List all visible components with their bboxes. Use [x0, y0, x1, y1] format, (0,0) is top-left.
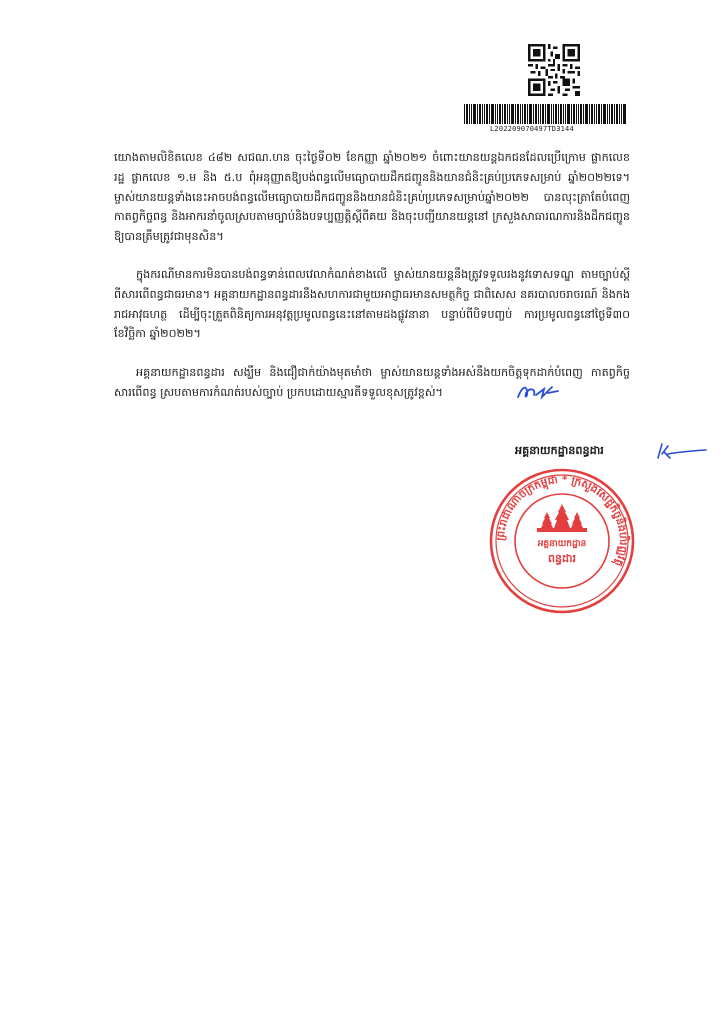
- initial-signature-icon: [514, 381, 562, 403]
- barcode-number: L202209070497TD3144: [490, 125, 574, 133]
- barcode-icon: [464, 104, 627, 124]
- seal-ring-text: ព្រះរាជាណាចក្រកម្ពុជា * ក្រសួងសេដ្ឋកិច្ចនិងហិរញ្ញវត្ថុ: [494, 473, 630, 569]
- angkor-temple-icon: [537, 504, 587, 532]
- paragraph-closing-appeal: អគ្គនាយកដ្ឋានពន្ធដារ សង្ឃឹម និងជឿជាក់យ៉ាងមុតមាំថា ម្ចាស់យានយន្តទាំងអស់នឹងយកចិត្តទុកដាក់បំពេញ កាតព្វកិច្ចសារពើពន្ធ ស្របតាមការកំណត់របស់ច្បាប់ ប្រកបដោយស្មារតីទទួលខុសត្រូវខ្ពស់។: [114, 366, 630, 399]
- official-seal-stamp: [487, 466, 637, 616]
- issuing-office-label: អគ្គនាយកដ្ឋានពន្ធដារ: [515, 444, 604, 457]
- office-signature-icon: [654, 440, 708, 462]
- qr-code-icon: [528, 44, 580, 96]
- paragraph-reference-letter: យោងតាមលិខិតលេខ ៤៨២ សជណ.ហន ចុះថ្ងៃទី០២ ខែកញ្ញា ឆ្នាំ២០២១ ចំពោះយានយន្តឯកជនដែលប្រើក្រោម ផ្លាកលេខ រដ្ឋ ផ្លាកលេខ ១.ម និង ៥.ប ពុំអនុញ្ញាតឱ្យបង់ពន្ធលើមធ្យោបាយដឹកជញ្ជូននិងយានជំនិះគ្រប់ប្រភេទសម្រាប់ ឆ្នាំ២០២២ទេ។ ម្ចាស់យានយន្តទាំងនេះអាចបង់ពន្ធលើមធ្យោបាយដឹកជញ្ជូននិងយានជំនិះគ្រប់ប្រភេទសម្រាប់ឆ្នាំ២០២២ បានលុះត្រាតែបំពេញកាតព្វកិច្ចពន្ធ និងអាករនាំចូលស្របតាមច្បាប់និងបទប្បញ្ញត្តិស្តីពីគយ និងចុះបញ្ជីយានយន្តនៅ ក្រសួងសាធារណការនិងដឹកជញ្ជូន ឱ្យបានត្រឹមត្រូវជាមុនសិន។: [114, 151, 630, 244]
- seal-center-line1: អគ្គនាយកដ្ឋាន: [537, 539, 587, 549]
- seal-center-line2: ពន្ធដារ: [548, 552, 576, 565]
- paragraph-penalty-notice: ក្នុងករណីមានការមិនបានបង់ពន្ធទាន់ពេលវេលាកំណត់ខាងលើ ម្ចាស់យានយន្តនឹងត្រូវទទួលរងនូវទោសទណ្ឌ តាមច្បាប់ស្តីពីសារពើពន្ធជាធរមាន។ អគ្គនាយកដ្ឋានពន្ធដារនឹងសហការជាមួយអាជ្ញាធរមានសមត្ថកិច្ច ជាពិសេស នគរបាលចរាចរណ៍ និងកងរាជអាវុធហត្ថ ដើម្បីចុះត្រួតពិនិត្យការអនុវត្តប្រមូលពន្ធនេះនៅតាមដងផ្លូវនានា បន្ទាប់ពីបិទបញ្ចប់ ការប្រមូលពន្ធនៅថ្ងៃទី៣០ ខែវិច្ឆិកា ឆ្នាំ២០២២។: [114, 268, 630, 341]
